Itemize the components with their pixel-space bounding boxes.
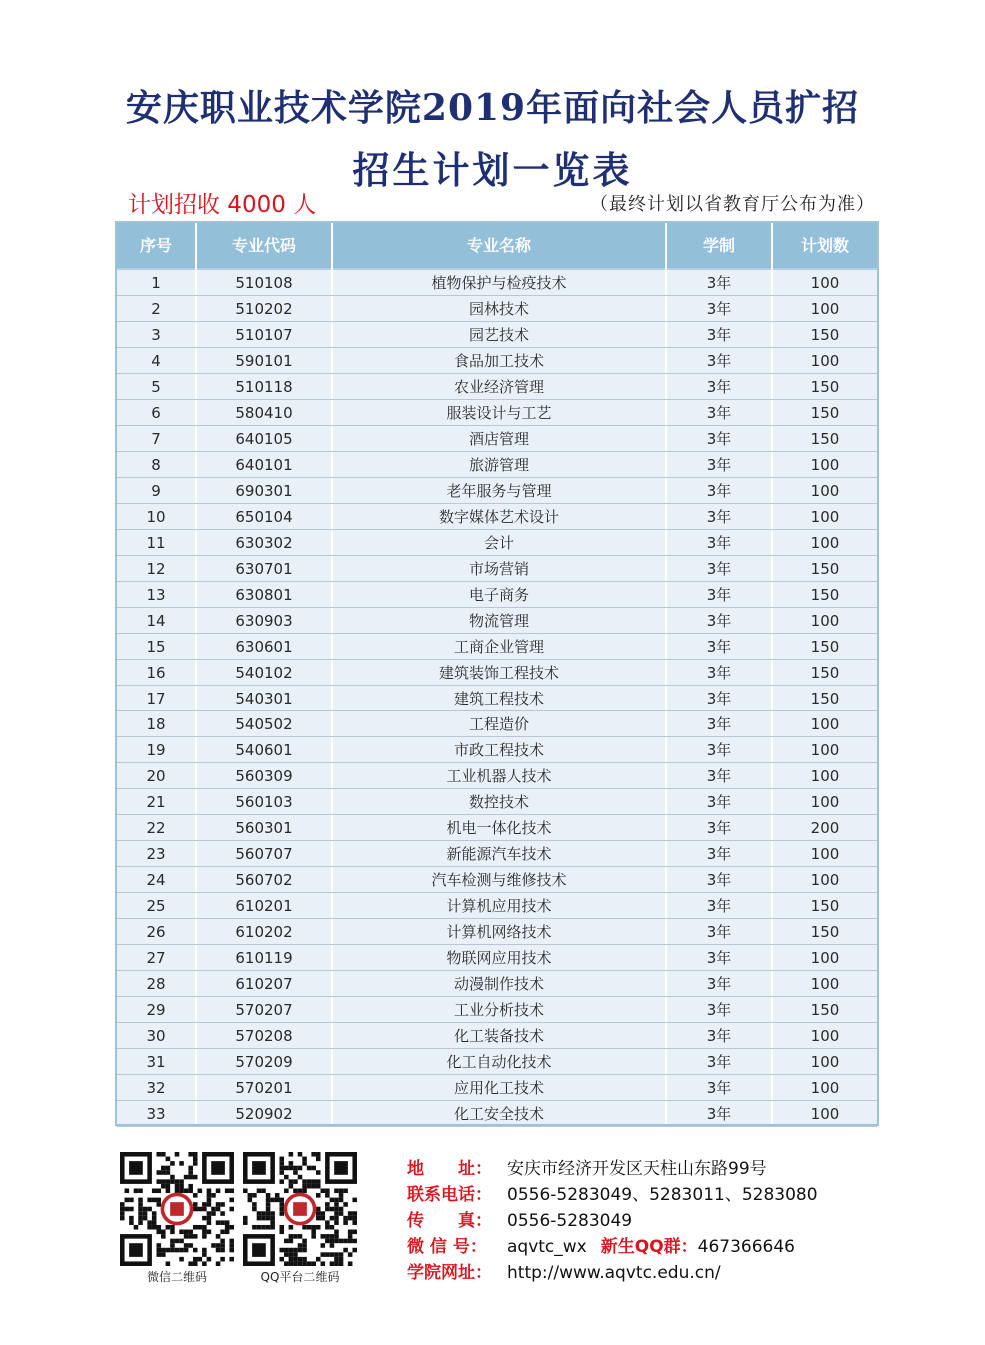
cell-row-index: 15 [146,637,166,656]
cell-duration: 3年 [706,351,732,370]
address-value: 安庆市经济开发区天柱山东路99号 [507,1159,767,1179]
cell-row-index: 13 [146,585,166,604]
cell-major-name: 数控技术 [468,793,529,812]
cell-row-index: 10 [146,507,166,526]
cell-duration: 3年 [706,689,732,708]
cell-quota: 150 [810,377,840,396]
cell-duration: 3年 [706,975,732,994]
cell-major-name: 建筑装饰工程技术 [438,663,559,682]
cell-major-code: 560707 [235,845,293,864]
cell-row-index: 33 [146,1105,166,1123]
wechat-label: 微 信 号： [407,1237,487,1257]
cell-quota: 100 [810,1053,840,1072]
table-row [117,763,877,789]
enrollment-quota: 计划招收 4000 人 [128,192,317,218]
cell-row-index: 25 [146,897,166,916]
wechat-qr-code [120,1152,234,1266]
cell-quota: 100 [810,611,840,630]
cell-quota: 150 [810,897,840,916]
cell-row-index: 17 [146,689,166,708]
cell-row-index: 11 [146,533,166,552]
table-row [117,1049,877,1075]
wechat-value: aqvtc_wx [507,1237,587,1257]
table-row [117,374,877,400]
table-row [117,582,877,608]
cell-major-name: 数字媒体艺术设计 [438,507,559,526]
cell-major-name: 食品加工技术 [453,351,544,370]
cell-duration: 3年 [706,637,732,656]
cell-major-code: 570208 [235,1027,293,1046]
cell-major-name: 物联网应用技术 [446,949,552,968]
phone-line [407,1180,818,1205]
cell-quota: 100 [810,949,840,968]
fax-value: 0556-5283049 [507,1211,633,1231]
column-header-major: 专业名称 [466,236,531,255]
table-row [117,400,877,426]
cell-duration: 3年 [706,897,732,916]
cell-duration: 3年 [706,923,732,942]
column-header-quota: 计划数 [800,236,849,255]
cell-row-index: 7 [151,429,161,448]
cell-row-index: 16 [146,663,166,682]
cell-quota: 100 [810,871,840,890]
table-row [117,478,877,504]
cell-major-code: 610119 [235,949,293,968]
cell-row-index: 26 [146,923,166,942]
cell-quota: 150 [810,403,840,422]
cell-quota: 150 [810,689,840,708]
cell-quota: 150 [810,325,840,344]
table-row [117,322,877,348]
cell-major-name: 酒店管理 [468,429,529,448]
cell-major-code: 640105 [235,429,293,448]
cell-duration: 3年 [706,1079,732,1098]
cell-row-index: 23 [146,845,166,864]
table-row [117,971,877,997]
cell-major-code: 540102 [235,663,293,682]
cell-major-code: 540301 [235,689,293,708]
cell-quota: 100 [810,299,840,318]
cell-major-name: 农业经济管理 [453,377,544,396]
cell-quota: 100 [810,845,840,864]
table-row [117,504,877,530]
website-link[interactable]: http://www.aqvtc.edu.cn/ [507,1263,721,1283]
table-row [117,686,877,712]
cell-row-index: 9 [151,481,161,500]
cell-duration: 3年 [706,299,732,318]
cell-major-code: 630903 [235,611,293,630]
table-row [117,737,877,763]
cell-row-index: 30 [146,1027,166,1046]
cell-major-code: 570201 [235,1079,293,1098]
table-row [117,270,877,296]
cell-duration: 3年 [706,819,732,838]
plan-note: （最终计划以省教育厅公布为准） [590,194,875,215]
table-row [117,867,877,893]
cell-row-index: 5 [151,377,161,396]
cell-major-code: 610202 [235,923,293,942]
wechat-line [407,1232,795,1257]
cell-duration: 3年 [706,949,732,968]
cell-duration: 3年 [706,611,732,630]
cell-quota: 100 [810,274,840,292]
cell-row-index: 29 [146,1001,166,1020]
fax-line [407,1206,632,1231]
cell-major-name: 会计 [483,533,514,552]
page-title-line1: 安庆职业技术学院2019年面向社会人员扩招 [125,87,860,129]
cell-major-name: 园林技术 [468,299,529,318]
page-title-line2: 招生计划一览表 [352,148,633,192]
cell-row-index: 18 [146,715,166,734]
table-row [117,348,877,374]
table-row [117,556,877,582]
cell-major-code: 690301 [235,481,293,500]
cell-row-index: 8 [151,455,161,474]
cell-major-code: 540601 [235,741,293,760]
cell-major-name: 市场营销 [468,559,529,578]
cell-major-code: 560301 [235,819,293,838]
cell-duration: 3年 [706,274,732,292]
cell-duration: 3年 [706,507,732,526]
cell-quota: 100 [810,351,840,370]
table-row [117,1023,877,1049]
cell-duration: 3年 [706,741,732,760]
cell-major-code: 650104 [235,507,293,526]
table-row [117,452,877,478]
address-label: 地 址： [407,1159,492,1179]
cell-quota: 200 [810,819,840,838]
cell-major-code: 570207 [235,1001,293,1020]
cell-major-name: 应用化工技术 [453,1079,544,1098]
cell-duration: 3年 [706,403,732,422]
cell-major-code: 560103 [235,793,293,812]
table-row [117,296,877,322]
cell-major-code: 630601 [235,637,293,656]
cell-major-code: 610207 [235,975,293,994]
cell-quota: 150 [810,923,840,942]
cell-major-name: 计算机应用技术 [446,897,552,916]
cell-major-code: 510202 [235,299,293,318]
cell-major-code: 590101 [235,351,293,370]
table-row [117,530,877,556]
cell-major-name: 服装设计与工艺 [446,403,552,422]
cell-major-name: 机电一体化技术 [446,819,552,838]
cell-major-code: 630302 [235,533,293,552]
cell-major-name: 工程造价 [468,715,529,734]
cell-quota: 100 [810,1105,840,1123]
cell-major-name: 化工装备技术 [453,1027,544,1046]
cell-major-name: 新能源汽车技术 [446,845,552,864]
table-row [117,945,877,971]
cell-major-name: 园艺技术 [468,325,529,344]
cell-major-code: 540502 [235,715,293,734]
cell-quota: 150 [810,637,840,656]
table-body [117,270,877,1127]
cell-major-name: 化工自动化技术 [446,1053,552,1072]
cell-major-name: 计算机网络技术 [446,923,552,942]
cell-major-name: 工业分析技术 [453,1001,544,1020]
cell-quota: 100 [810,455,840,474]
cell-major-code: 630701 [235,559,293,578]
website-label: 学院网址： [407,1263,492,1283]
cell-row-index: 31 [146,1053,166,1072]
website-line [407,1258,721,1283]
cell-duration: 3年 [706,559,732,578]
cell-major-code: 510118 [235,377,293,396]
cell-duration: 3年 [706,845,732,864]
cell-duration: 3年 [706,1001,732,1020]
cell-quota: 100 [810,481,840,500]
cell-major-name: 物流管理 [468,611,529,630]
cell-major-name: 老年服务与管理 [446,481,552,500]
cell-row-index: 28 [146,975,166,994]
cell-major-code: 560309 [235,767,293,786]
table-row [117,608,877,634]
cell-duration: 3年 [706,455,732,474]
enrollment-plan-table [115,221,879,1126]
cell-major-name: 工业机器人技术 [446,767,552,786]
table-row [117,711,877,737]
qq-group-label: 新生QQ群： [600,1237,698,1257]
table-row [117,1075,877,1101]
cell-major-name: 动漫制作技术 [453,975,544,994]
qq-qr-caption: QQ平台二维码 [260,1270,340,1284]
cell-duration: 3年 [706,325,732,344]
cell-major-code: 570209 [235,1053,293,1072]
phone-value: 0556-5283049、5283011、5283080 [507,1185,818,1205]
cell-quota: 100 [810,741,840,760]
phone-label: 联系电话： [407,1185,492,1205]
cell-duration: 3年 [706,663,732,682]
table-row [117,893,877,919]
cell-major-name: 汽车检测与维修技术 [431,871,567,890]
cell-major-code: 510107 [235,325,293,344]
cell-major-code: 610201 [235,897,293,916]
cell-duration: 3年 [706,533,732,552]
cell-quota: 150 [810,429,840,448]
cell-major-code: 630801 [235,585,293,604]
table-row [117,841,877,867]
cell-quota: 100 [810,1079,840,1098]
cell-row-index: 24 [146,871,166,890]
cell-major-code: 560702 [235,871,293,890]
cell-duration: 3年 [706,767,732,786]
qq-group-value: 467366646 [697,1237,795,1257]
cell-major-name: 植物保护与检疫技术 [431,274,567,292]
cell-row-index: 4 [151,351,161,370]
cell-row-index: 20 [146,767,166,786]
column-header-code: 专业代码 [231,236,296,255]
cell-quota: 100 [810,715,840,734]
cell-duration: 3年 [706,481,732,500]
table-row [117,660,877,686]
cell-major-name: 化工安全技术 [453,1105,544,1123]
cell-quota: 150 [810,663,840,682]
cell-duration: 3年 [706,793,732,812]
cell-quota: 150 [810,559,840,578]
cell-duration: 3年 [706,429,732,448]
wechat-qr-caption: 微信二维码 [146,1270,207,1284]
cell-major-name: 旅游管理 [468,455,529,474]
cell-major-name: 工商企业管理 [453,637,544,656]
cell-row-index: 19 [146,741,166,760]
cell-quota: 100 [810,975,840,994]
cell-duration: 3年 [706,1105,732,1123]
cell-row-index: 22 [146,819,166,838]
cell-major-code: 640101 [235,455,293,474]
cell-row-index: 6 [151,403,161,422]
cell-major-name: 电子商务 [468,585,529,604]
cell-duration: 3年 [706,1053,732,1072]
address-line [407,1154,767,1179]
table-row [117,997,877,1023]
qq-qr-code [243,1152,357,1266]
cell-quota: 100 [810,767,840,786]
cell-row-index: 1 [151,274,161,292]
cell-duration: 3年 [706,871,732,890]
cell-major-code: 510108 [235,274,293,292]
cell-row-index: 14 [146,611,166,630]
fax-label: 传 真： [407,1211,492,1231]
cell-row-index: 27 [146,949,166,968]
cell-major-name: 建筑工程技术 [453,689,544,708]
cell-quota: 100 [810,507,840,526]
column-header-index: 序号 [139,236,172,255]
cell-row-index: 32 [146,1079,166,1098]
table-row [117,789,877,815]
cell-duration: 3年 [706,585,732,604]
cell-major-name: 市政工程技术 [453,741,544,760]
cell-row-index: 3 [151,325,161,344]
cell-duration: 3年 [706,715,732,734]
cell-row-index: 12 [146,559,166,578]
cell-duration: 3年 [706,1027,732,1046]
column-header-duration: 学制 [702,236,735,255]
cell-duration: 3年 [706,377,732,396]
table-row [117,426,877,452]
cell-quota: 150 [810,585,840,604]
table-row [117,815,877,841]
cell-quota: 100 [810,533,840,552]
cell-row-index: 2 [151,299,161,318]
cell-row-index: 21 [146,793,166,812]
table-row [117,919,877,945]
cell-quota: 150 [810,1001,840,1020]
cell-major-code: 580410 [235,403,293,422]
table-header [117,223,877,270]
table-row [117,1101,877,1127]
table-row [117,634,877,660]
cell-quota: 100 [810,793,840,812]
cell-major-code: 520902 [235,1105,293,1123]
cell-quota: 100 [810,1027,840,1046]
